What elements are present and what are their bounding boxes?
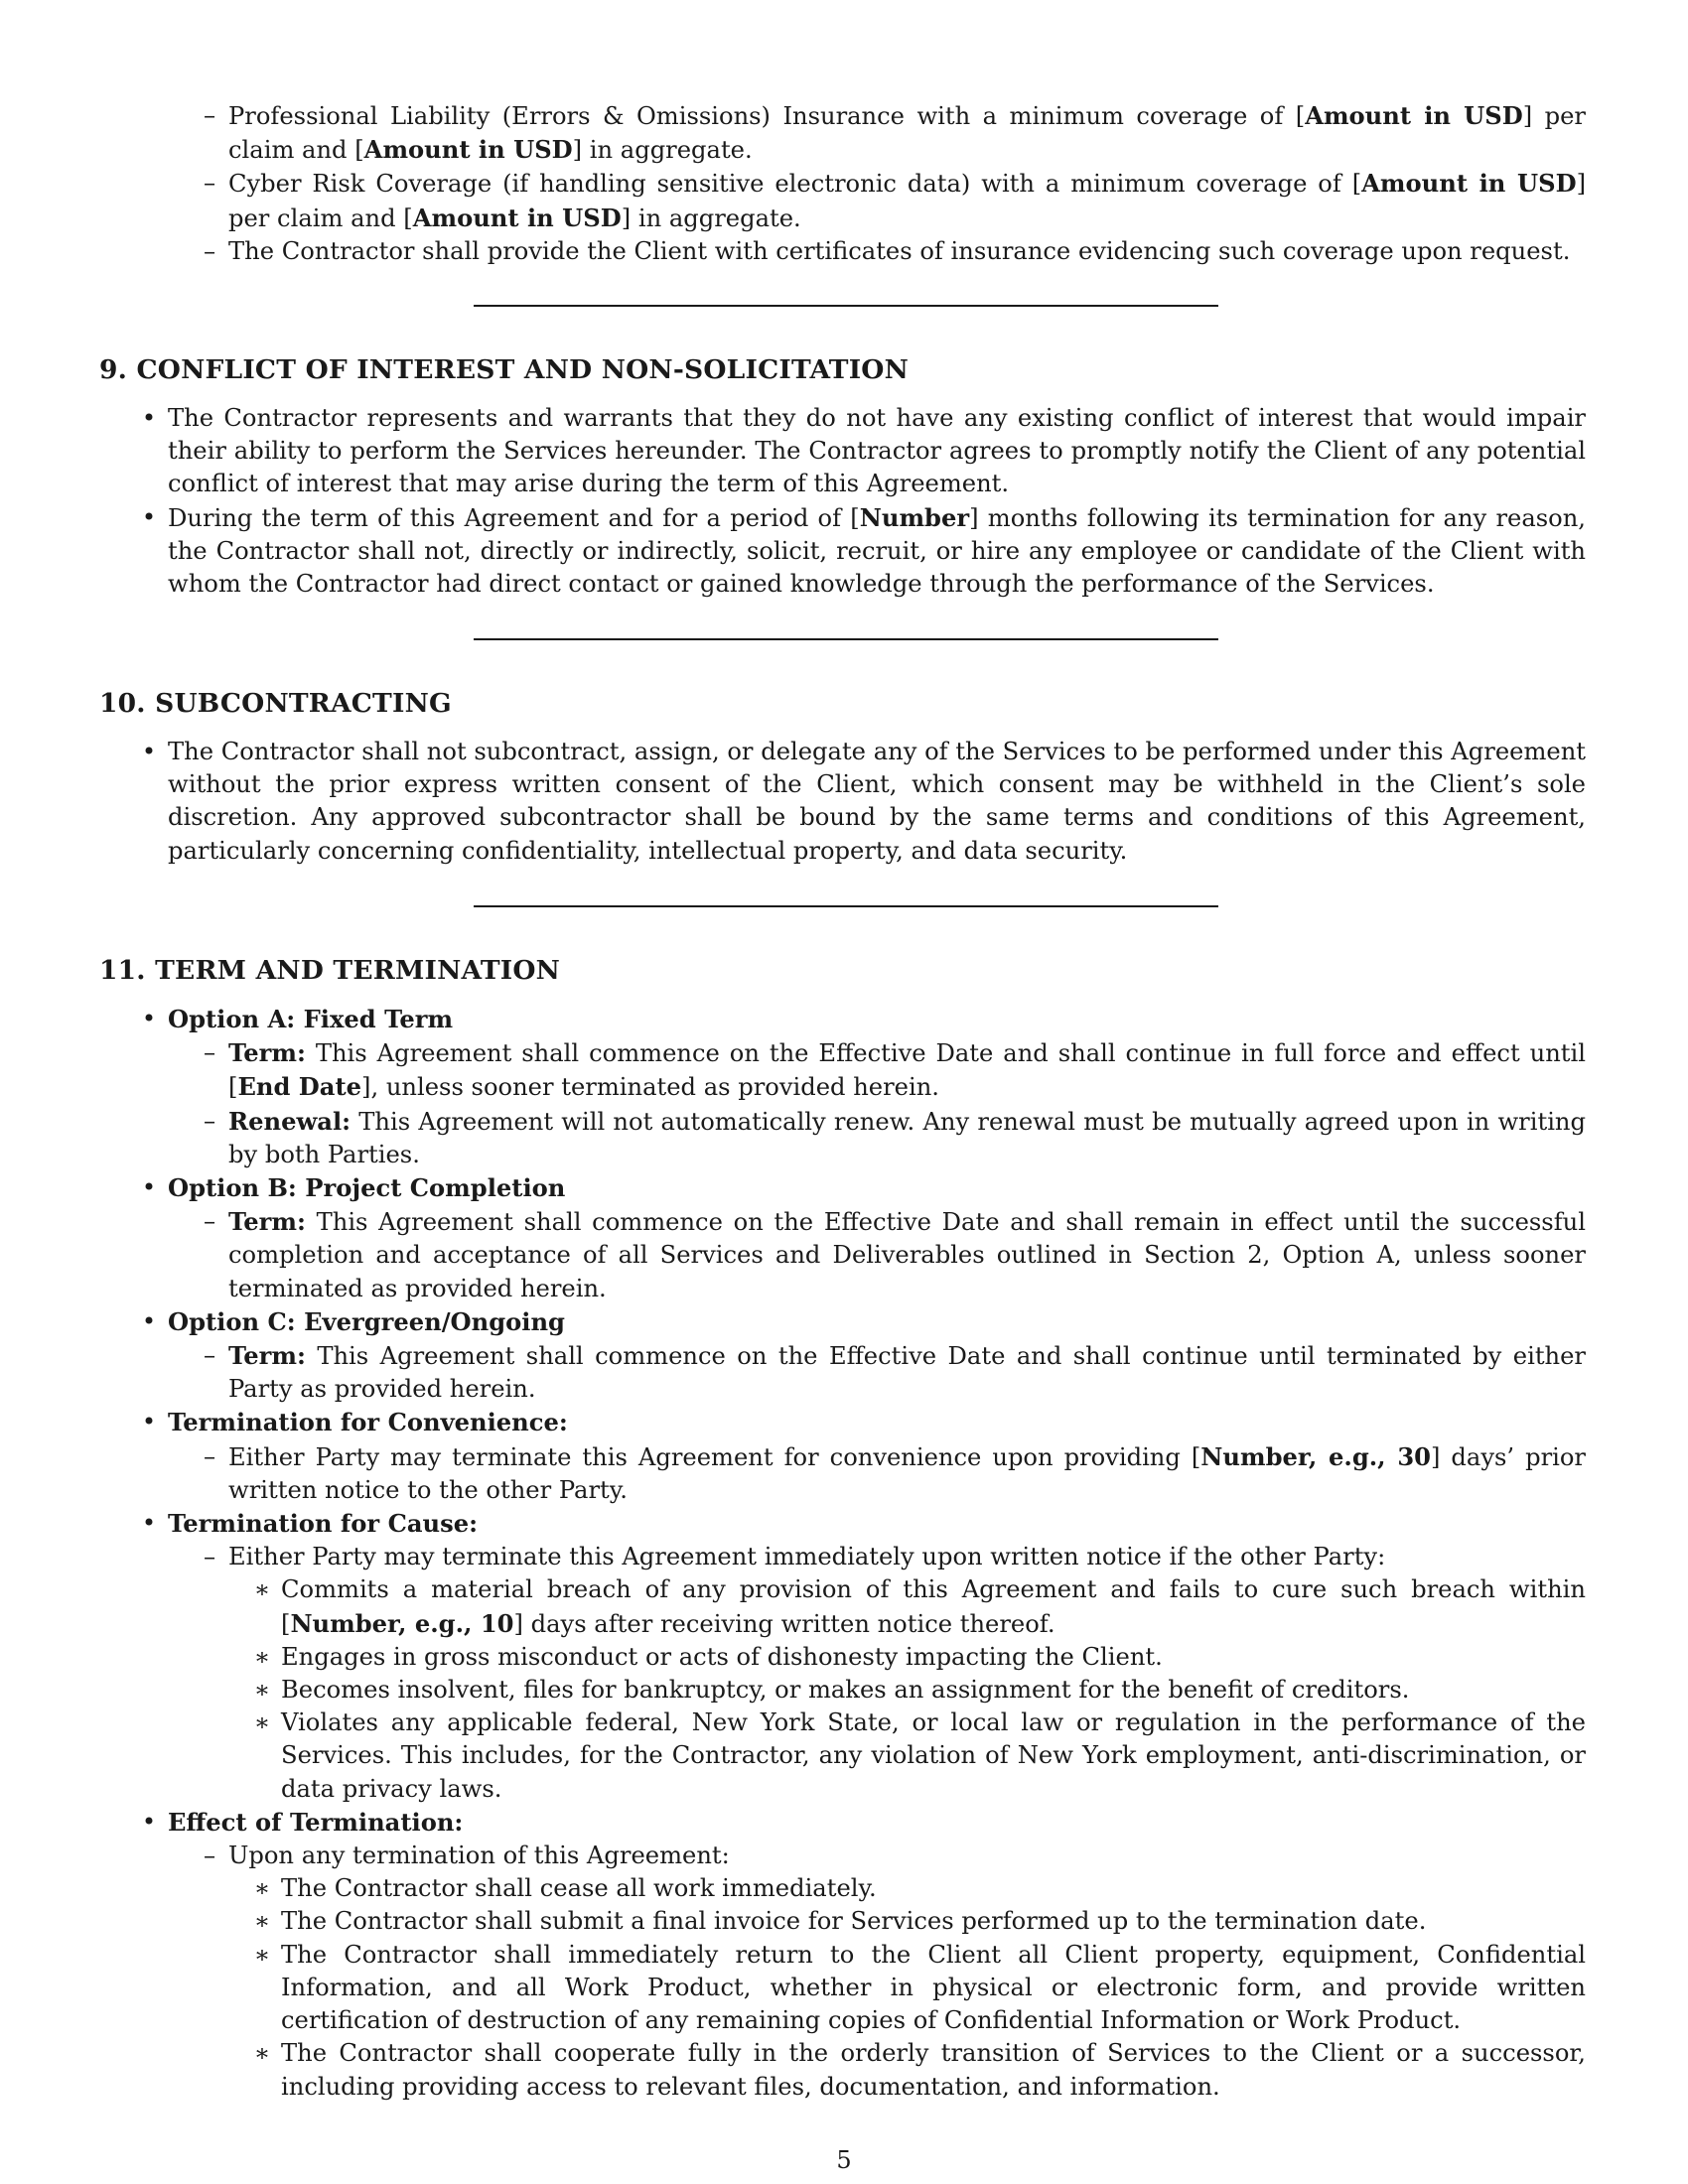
dash-marker: – xyxy=(203,1038,216,1067)
bullet-marker: • xyxy=(141,738,157,765)
dash-marker: – xyxy=(203,1842,216,1870)
option-c: • Option C: Evergreen/Ongoing – Term: This Agreement shall commence on the Effective Date and shall continue until terminated by either Party as provided herein. xyxy=(168,1305,1586,1407)
list-item: – Term: This Agreement shall commence on the Effective Date and shall remain in effect until the successful completion and acceptance of all Services and Deliverables outlined in Section 2, Option A, unless sooner terminated as provided herein. xyxy=(228,1205,1586,1305)
insurance-list xyxy=(203,99,1586,268)
option-a: • Option A: Fixed Term – Term: This Agreement shall commence on the Effective Date and shall continue in full force and effect until [End Date], unless sooner terminated as provided herein. – Renewal: This Agreement will not automatically renew. Any renewal must be mutually agreed upon in writing by both Parties. xyxy=(168,1003,1586,1171)
section-10-body xyxy=(141,736,1586,868)
section-divider xyxy=(474,638,1218,640)
list-item: – The Contractor shall provide the Client with certificates of insurance evidencing such coverage upon request. xyxy=(228,235,1586,268)
section-10-title: 10. SUBCONTRACTING xyxy=(99,688,452,719)
list-item: – Either Party may terminate this Agreement for convenience upon providing [Number, e.g., 30] days’ prior written notice to the other Party. xyxy=(228,1440,1586,1507)
list-item: ∗ Violates any applicable federal, New York State, or local law or regulation in the performance of the Services. This includes, for the Contractor, any violation of New York employment, anti-discrimination, or data privacy laws. xyxy=(281,1706,1586,1806)
dash-marker: – xyxy=(203,1543,216,1571)
list-item: • The Contractor represents and warrants that they do not have any existing conflict of interest that would impair their ability to perform the Services hereunder. The Contractor agrees to promptly notify the Client of any potential conflict of interest that may arise during the term of this Agreement. xyxy=(168,402,1586,501)
dash-marker: – xyxy=(203,1441,216,1470)
star-marker: ∗ xyxy=(253,1708,271,1737)
star-marker: ∗ xyxy=(253,1874,271,1903)
termination-convenience: • Termination for Convenience: – Either Party may terminate this Agreement for convenience upon providing [Number, e.g., 30] days’ prior written notice to the other Party. xyxy=(168,1406,1586,1507)
section-divider xyxy=(474,305,1218,307)
bullet-marker: • xyxy=(141,1005,157,1032)
bullet-marker: • xyxy=(141,404,157,432)
dash-marker: – xyxy=(203,236,216,265)
list-item: ∗ The Contractor shall immediately return to the Client all Client property, equipment, Confidential Information, and all Work Product, whether in physical or electronic form, and provide written certification of destruction of any remaining copies of Confidential Information or Work Product. xyxy=(281,1939,1586,2038)
bullet-marker: • xyxy=(141,502,157,531)
list-item: – Cyber Risk Coverage (if handling sensitive electronic data) with a minimum coverage of [Amount in USD] per claim and [Amount in USD] in aggregate. xyxy=(228,167,1586,234)
dash-marker: – xyxy=(203,1106,216,1135)
list-item: – Term: This Agreement shall commence on the Effective Date and shall continue until terminated by either Party as provided herein. xyxy=(228,1339,1586,1406)
bullet-marker: • xyxy=(141,1408,157,1436)
star-marker: ∗ xyxy=(253,1575,271,1604)
list-item: • The Contractor shall not subcontract, assign, or delegate any of the Services to be performed under this Agreement without the prior express written consent of the Client, which consent may be withheld in the Client’s sole discretion. Any approved subcontractor shall be bound by the same terms and conditions of this Agreement, particularly concerning confidentiality, intellectual property, and data security. xyxy=(168,736,1586,868)
list-item: ∗ The Contractor shall submit a final invoice for Services performed up to the termination date. xyxy=(281,1905,1586,1938)
section-11-body xyxy=(141,1003,1586,2104)
star-marker: ∗ xyxy=(253,1940,271,1969)
dash-marker: – xyxy=(203,169,216,198)
dash-marker: – xyxy=(203,101,216,129)
star-marker: ∗ xyxy=(253,1907,271,1936)
list-item: ∗ Becomes insolvent, files for bankruptcy, or makes an assignment for the benefit of creditors. xyxy=(281,1674,1586,1706)
bullet-marker: • xyxy=(141,1306,157,1335)
bullet-marker: • xyxy=(141,1509,157,1538)
section-9-title: 9. CONFLICT OF INTEREST AND NON-SOLICITATION xyxy=(99,354,909,385)
option-b: • Option B: Project Completion – Term: This Agreement shall commence on the Effective Date and shall remain in effect until the successful completion and acceptance of all Services and Deliverables outlined in Section 2, Option A, unless sooner terminated as provided herein. xyxy=(168,1171,1586,1305)
star-marker: ∗ xyxy=(253,1642,271,1671)
list-item: • During the term of this Agreement and for a period of [Number] months following its termination for any reason, the Contractor shall not, directly or indirectly, solicit, recruit, or hire any employee or candidate of the Client with whom the Contractor had direct contact or gained knowledge through the performance of the Services. xyxy=(168,501,1586,602)
list-item: – Renewal: This Agreement will not automatically renew. Any renewal must be mutually agreed upon in writing by both Parties. xyxy=(228,1105,1586,1171)
list-item: – Either Party may terminate this Agreement immediately upon written notice if the other Party: ∗ Commits a material breach of any provision of this Agreement and fails to cure such breach within [Number, e.g., 10] days after receiving written notice thereof. ∗ Engages in gross misconduct or acts of dishonesty impacting the Client. ∗ Becomes insolvent, files for bankruptcy, or makes an assignment for the benefit of creditors. ∗ Violates any applicable federal, New York State, or local law or regulation in the performance of the Services. This includes, for the Contractor, any violation of New York employment, anti-discrimination, or data privacy laws. xyxy=(228,1541,1586,1806)
star-marker: ∗ xyxy=(253,1676,271,1705)
list-item: ∗ The Contractor shall cease all work immediately. xyxy=(281,1872,1586,1905)
list-item: – Term: This Agreement shall commence on the Effective Date and shall continue in full force and effect until [End Date], unless sooner terminated as provided herein. xyxy=(228,1036,1586,1104)
list-item: ∗ The Contractor shall cooperate fully in the orderly transition of Services to the Client or a successor, including providing access to relevant files, documentation, and information. xyxy=(281,2037,1586,2103)
list-item: – Professional Liability (Errors & Omissions) Insurance with a minimum coverage of [Amount in USD] per claim and [Amount in USD] in aggregate. xyxy=(228,99,1586,167)
section-divider xyxy=(474,905,1218,907)
dash-marker: – xyxy=(203,1341,216,1370)
list-item: ∗ Commits a material breach of any provision of this Agreement and fails to cure such breach within [Number, e.g., 10] days after receiving written notice thereof. xyxy=(281,1573,1586,1640)
termination-cause: • Termination for Cause: – Either Party may terminate this Agreement immediately upon written notice if the other Party: ∗ Commits a material breach of any provision of this Agreement and fails to cure such breach within [Number, e.g., 10] days after receiving written notice thereof. ∗ Engages in gross misconduct or acts of dishonesty impacting the Client. ∗ Becomes insolvent, files for bankruptcy, or makes an assignment for the benefit of creditors. ∗ Violates any applicable federal, New York State, or local law or regulation in the performance of the Services. This includes, for the Contractor, any violation of New York employment, anti-discrimination, or data privacy laws. xyxy=(168,1507,1586,1806)
star-marker: ∗ xyxy=(253,2039,271,2068)
list-item: – Upon any termination of this Agreement: ∗ The Contractor shall cease all work immediately. ∗ The Contractor shall submit a final invoice for Services performed up to the termination date. ∗ The Contractor shall immediately return to the Client all Client property, equipment, Confidential Information, and all Work Product, whether in physical or electronic form, and provide written certification of destruction of any remaining copies of Confidential Information or Work Product. ∗ The Contractor shall cooperate fully in the orderly transition of Services to the Client or a successor, including providing access to relevant files, documentation, and information. xyxy=(228,1840,1586,2104)
bullet-marker: • xyxy=(141,1807,157,1836)
list-item: ∗ Engages in gross misconduct or acts of dishonesty impacting the Client. xyxy=(281,1641,1586,1674)
section-11-title: 11. TERM AND TERMINATION xyxy=(99,955,561,986)
page-number: 5 xyxy=(836,2146,852,2174)
dash-marker: – xyxy=(203,1207,216,1236)
section-9-body xyxy=(141,402,1586,601)
effect-of-termination: • Effect of Termination: – Upon any termination of this Agreement: ∗ The Contractor shall cease all work immediately. ∗ The Contractor shall submit a final invoice for Services performed up to the termination date. ∗ The Contractor shall immediately return to the Client all Client property, equipment, Confidential Information, and all Work Product, whether in physical or electronic form, and provide written certification of destruction of any remaining copies of Confidential Information or Work Product. ∗ The Contractor shall cooperate fully in the orderly transition of Services to the Client or a successor, including providing access to relevant files, documentation, and information. xyxy=(168,1806,1586,2104)
bullet-marker: • xyxy=(141,1173,157,1202)
